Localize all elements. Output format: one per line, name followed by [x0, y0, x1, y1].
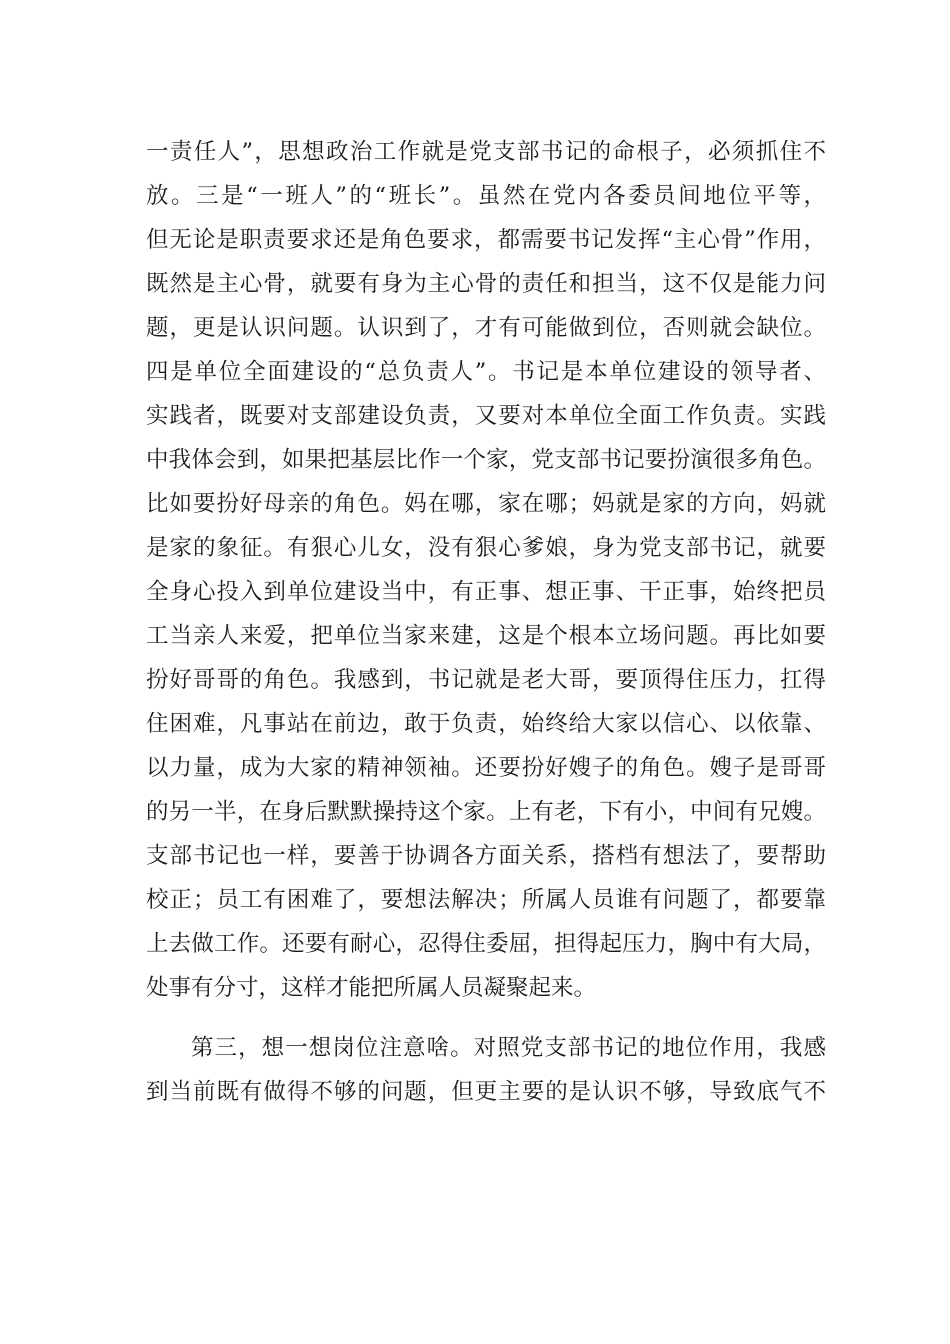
text-line: 是家的象征。有狠心儿女，没有狠心爹娘，身为党支部书记，就要 [146, 535, 826, 561]
text-line: 放。三是“一班人”的“班长”。虽然在党内各委员间地位平等， [146, 183, 826, 209]
text-line: 第三，想一想岗位注意啥。对照党支部书记的地位作用，我感 [191, 1035, 826, 1061]
text-line: 既然是主心骨，就要有身为主心骨的责任和担当，这不仅是能力问 [146, 271, 826, 297]
text-line: 四是单位全面建设的“总负责人”。书记是本单位建设的领导者、 [146, 359, 826, 385]
text-line: 一责任人”，思想政治工作就是党支部书记的命根子，必须抓住不 [146, 139, 826, 165]
text-line: 工当亲人来爱，把单位当家来建，这是个根本立场问题。再比如要 [146, 623, 826, 649]
text-line: 上去做工作。还要有耐心，忍得住委屈，担得起压力，胸中有大局， [146, 931, 826, 957]
paragraph-spacer [146, 1010, 826, 1026]
text-line: 比如要扮好母亲的角色。妈在哪，家在哪；妈就是家的方向，妈就 [146, 491, 826, 517]
text-line: 以力量，成为大家的精神领袖。还要扮好嫂子的角色。嫂子是哥哥 [146, 755, 826, 781]
text-line: 支部书记也一样，要善于协调各方面关系，搭档有想法了，要帮助 [146, 843, 826, 869]
paragraph-1 [146, 130, 826, 1010]
text-line: 实践者，既要对支部建设负责，又要对本单位全面工作负责。实践 [146, 403, 826, 429]
body-text [146, 130, 826, 1114]
text-line: 的另一半，在身后默默操持这个家。上有老，下有小，中间有兄嫂。 [146, 799, 826, 825]
text-line: 但无论是职责要求还是角色要求，都需要书记发挥“主心骨”作用， [146, 227, 826, 253]
text-line: 中我体会到，如果把基层比作一个家，党支部书记要扮演很多角色。 [146, 447, 826, 473]
text-line: 扮好哥哥的角色。我感到，书记就是老大哥，要顶得住压力，扛得 [146, 667, 826, 693]
text-line: 到当前既有做得不够的问题，但更主要的是认识不够，导致底气不 [146, 1079, 826, 1105]
text-line: 处事有分寸，这样才能把所属人员凝聚起来。 [146, 975, 597, 1001]
text-line: 住困难，凡事站在前边，敢于负责，始终给大家以信心、以依靠、 [146, 711, 826, 737]
paragraph-2 [146, 1026, 826, 1114]
text-line: 校正；员工有困难了，要想法解决；所属人员谁有问题了，都要靠 [146, 887, 826, 913]
text-line: 题，更是认识问题。认识到了，才有可能做到位，否则就会缺位。 [146, 315, 826, 341]
text-line: 全身心投入到单位建设当中，有正事、想正事、干正事，始终把员 [146, 579, 826, 605]
